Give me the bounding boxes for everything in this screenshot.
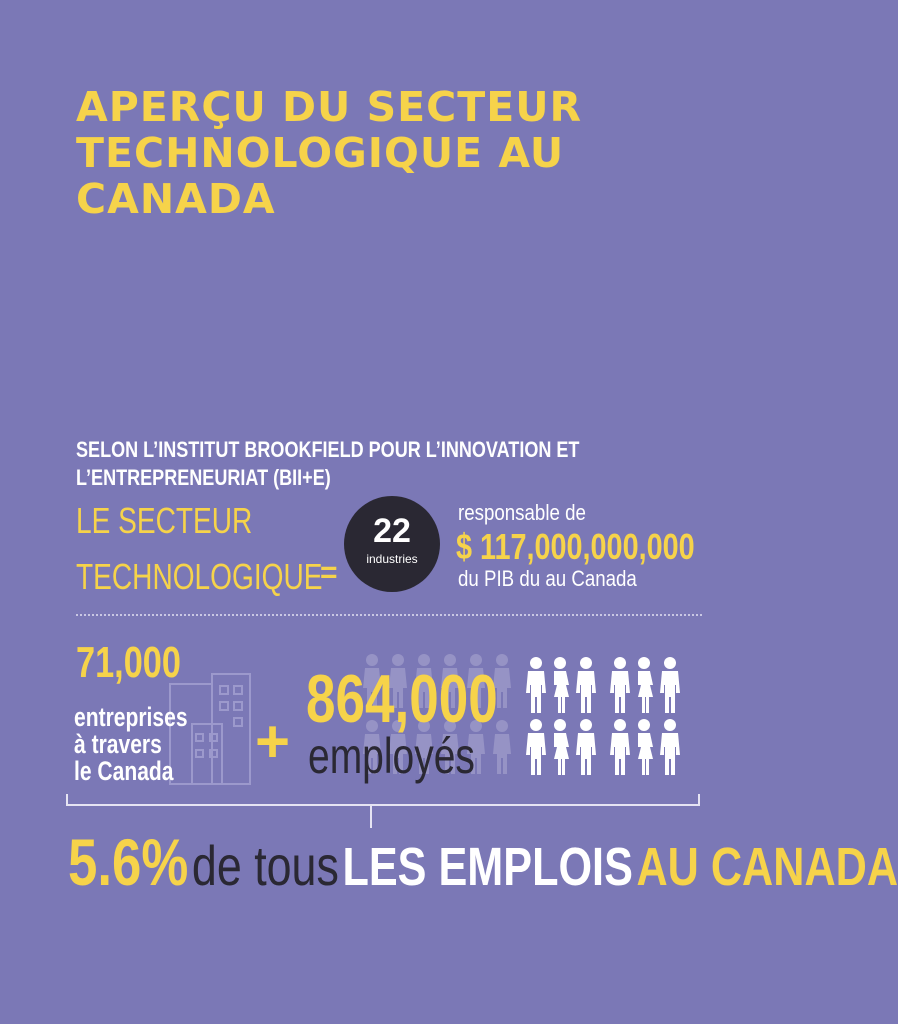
employees-label: employés	[308, 728, 475, 784]
companies-line-2: à travers	[74, 729, 162, 759]
bracket-tick	[370, 806, 372, 828]
summary-part-3: AU CANADA	[636, 837, 898, 897]
people-icon	[526, 656, 690, 780]
plus-sign: +	[255, 708, 291, 775]
gdp-prefix: responsable de	[458, 500, 586, 525]
companies-line-3: le Canada	[74, 756, 174, 786]
sector-line-1: LE SECTEUR	[76, 500, 253, 541]
source-text	[76, 436, 580, 492]
gdp-suffix: du PIB du au Canada	[458, 566, 637, 591]
title-line-3: CANADA	[76, 175, 276, 223]
industries-number: 22	[373, 512, 411, 550]
bracket-divider	[66, 794, 700, 806]
companies-label	[74, 704, 188, 785]
summary-line	[68, 826, 898, 917]
source-line-2: L’ENTREPRENEURIAT (BII+E)	[76, 465, 331, 490]
industries-label: industries	[366, 552, 418, 566]
sector-line-2: TECHNOLOGIQUE	[76, 556, 323, 597]
title-line-1: APERÇU DU SECTEUR	[76, 83, 583, 131]
gdp-amount: $ 117,000,000,000	[456, 526, 695, 567]
summary-part-2: LES EMPLOIS	[342, 837, 633, 897]
companies-line-1: entreprises	[74, 702, 188, 732]
title-line-2: TECHNOLOGIQUE AU	[76, 129, 565, 177]
dotted-divider	[76, 614, 702, 616]
summary-percent: 5.6%	[68, 825, 189, 899]
source-line-1: SELON L’INSTITUT BROOKFIELD POUR L’INNOVATION ET	[76, 437, 580, 462]
page-title	[76, 84, 696, 222]
employees-number: 864,000	[306, 661, 498, 737]
companies-number: 71,000	[76, 638, 181, 687]
summary-part-1: de tous	[191, 834, 339, 897]
equals-sign: =	[320, 556, 338, 589]
industries-badge	[344, 496, 440, 592]
